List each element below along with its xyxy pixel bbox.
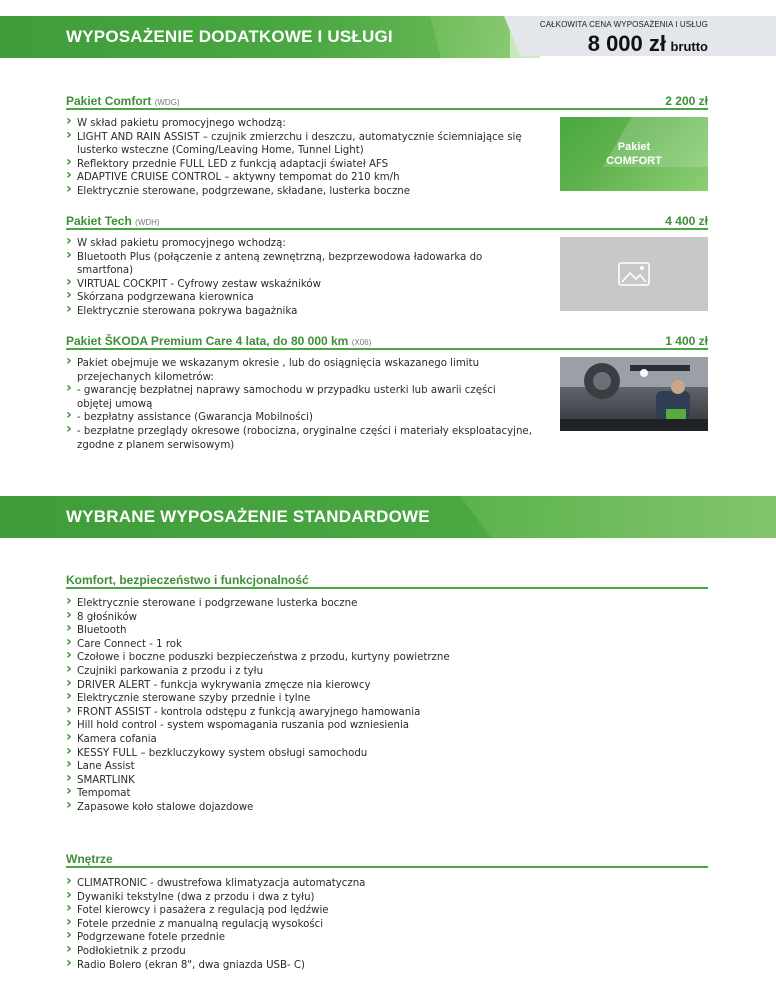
package-name: Pakiet ŠKODA Premium Care 4 lata, do 80 000 km bbox=[66, 334, 349, 348]
list-item: › DRIVER ALERT - funkcja wykrywania zmęcze nia kierowcy bbox=[66, 679, 708, 693]
list-item: › SMARTLINK bbox=[66, 774, 708, 788]
list-item: › Czujniki parkowania z przodu i z tyłu bbox=[66, 665, 708, 679]
list-item: › - bezpłatne przeglądy okresowe (robocizna, oryginalne części i materiały eksploatacyjne, bbox=[66, 425, 552, 439]
list-item: › Elektrycznie sterowane, podgrzewane, składane, lusterka boczne bbox=[66, 185, 546, 199]
package-tech-image bbox=[560, 237, 708, 311]
package-price: 2 200 zł bbox=[665, 94, 708, 108]
list-item: › Zapasowe koło stalowe dojazdowe bbox=[66, 801, 708, 815]
package-name: Pakiet Tech bbox=[66, 214, 132, 228]
list-item: › Fotel kierowcy i pasażera z regulacją pod lędźwie bbox=[66, 904, 708, 918]
list-item: › Radio Bolero (ekran 8", dwa gniazda USB- C) bbox=[66, 959, 708, 973]
list-item: › KESSY FULL – bezkluczykowy system obsługi samochodu bbox=[66, 747, 708, 761]
total-price-amount: 8 000 zł bbox=[587, 31, 666, 56]
list-item: › W skład pakietu promocyjnego wchodzą: bbox=[66, 237, 546, 251]
package-code: (WDH) bbox=[135, 218, 160, 227]
list-item: zgodne z planem serwisowym) bbox=[77, 439, 235, 451]
package-comfort-items bbox=[66, 117, 546, 199]
list-item: › Care Connect - 1 rok bbox=[66, 638, 708, 652]
list-item: › 8 głośników bbox=[66, 611, 708, 625]
list-item: › Bluetooth Plus (połączenie z anteną zewnętrzną, bezprzewodowa ładowarka do bbox=[66, 251, 546, 265]
standard-banner bbox=[0, 496, 776, 538]
package-header-premium-care bbox=[66, 334, 708, 350]
total-price-value bbox=[588, 31, 708, 57]
image-placeholder-icon bbox=[560, 237, 708, 311]
package-name: Pakiet Comfort bbox=[66, 94, 152, 108]
total-price-suffix: brutto bbox=[670, 39, 708, 54]
list-item: › Bluetooth bbox=[66, 624, 708, 638]
standard-section-title: WYBRANE WYPOSAŻENIE STANDARDOWE bbox=[66, 507, 430, 526]
total-price-label: CAŁKOWITA CENA WYPOSAŻENIA I USŁUG bbox=[539, 20, 708, 29]
list-item: › ADAPTIVE CRUISE CONTROL – aktywny tempomat do 210 km/h bbox=[66, 171, 546, 185]
list-item: › FRONT ASSIST - kontrola odstępu z funkcją awaryjnego hamowania bbox=[66, 706, 708, 720]
list-item: objętej umową bbox=[77, 398, 153, 410]
list-item: smartfona) bbox=[77, 265, 134, 277]
standard-interior-items bbox=[66, 877, 708, 972]
package-comfort-image bbox=[560, 117, 708, 191]
package-header-comfort bbox=[66, 94, 708, 110]
package-header-tech bbox=[66, 214, 708, 230]
list-item: › Czołowe i boczne poduszki bezpieczeństwa z przodu, kurtyny powietrzne bbox=[66, 651, 708, 665]
list-item: przejechanych kilometrów: bbox=[77, 371, 214, 383]
standard-comfort-items bbox=[66, 597, 708, 815]
list-item: › W skład pakietu promocyjnego wchodzą: bbox=[66, 117, 546, 131]
list-item: › Podgrzewane fotele przednie bbox=[66, 931, 708, 945]
list-item: › Pakiet obejmuje we wskazanym okresie , lub do osiągnięcia wskazanego limitu bbox=[66, 357, 552, 371]
package-tech-items bbox=[66, 237, 546, 319]
section-title: WYPOSAŻENIE DODATKOWE I USŁUGI bbox=[66, 27, 393, 46]
list-item: › VIRTUAL COCKPIT - Cyfrowy zestaw wskaźników bbox=[66, 278, 546, 292]
package-comfort-image-label-2: COMFORT bbox=[606, 155, 662, 167]
list-item: › - gwarancję bezpłatnej naprawy samochodu w przypadku usterki lub awarii części bbox=[66, 384, 552, 398]
list-item: › CLIMATRONIC - dwustrefowa klimatyzacja automatyczna bbox=[66, 877, 708, 891]
list-item: › Elektrycznie sterowane i podgrzewane lusterka boczne bbox=[66, 597, 708, 611]
standard-section-header-comfort: Komfort, bezpieczeństwo i funkcjonalność bbox=[66, 573, 708, 589]
package-premium-care-photo bbox=[560, 357, 708, 431]
package-price: 1 400 zł bbox=[665, 334, 708, 348]
package-comfort-image-label: Pakiet bbox=[617, 141, 651, 153]
list-item: › Hill hold control - system wspomagania ruszania pod wzniesienia bbox=[66, 719, 708, 733]
list-item: › Kamera cofania bbox=[66, 733, 708, 747]
list-item: › Podłokietnik z przodu bbox=[66, 945, 708, 959]
package-premium-care-items bbox=[66, 357, 552, 452]
list-item: › Elektrycznie sterowana pokrywa bagażnika bbox=[66, 305, 546, 319]
list-item: › Tempomat bbox=[66, 787, 708, 801]
standard-section-header-interior: Wnętrze bbox=[66, 852, 708, 868]
list-item: › Fotele przednie z manualną regulacją wysokości bbox=[66, 918, 708, 932]
list-item: › Lane Assist bbox=[66, 760, 708, 774]
package-code: (WDG) bbox=[154, 98, 180, 107]
package-price: 4 400 zł bbox=[665, 214, 708, 228]
list-item: › Elektrycznie sterowane szyby przednie i tylne bbox=[66, 692, 708, 706]
list-item: › Reflektory przednie FULL LED z funkcją adaptacji świateł AFS bbox=[66, 158, 546, 172]
list-item: › Skórzana podgrzewana kierownica bbox=[66, 291, 546, 305]
list-item: › LIGHT AND RAIN ASSIST – czujnik zmierzchu i deszczu, automatycznie ściemniające się bbox=[66, 131, 546, 145]
list-item: lusterko wsteczne (Coming/Leaving Home, Tunnel Light) bbox=[77, 145, 364, 157]
package-code: (X06) bbox=[351, 338, 372, 347]
list-item: › Dywaniki tekstylne (dwa z przodu i dwa z tyłu) bbox=[66, 891, 708, 905]
list-item: › - bezpłatny assistance (Gwarancja Mobilności) bbox=[66, 411, 552, 425]
mechanic-photo bbox=[560, 357, 708, 431]
